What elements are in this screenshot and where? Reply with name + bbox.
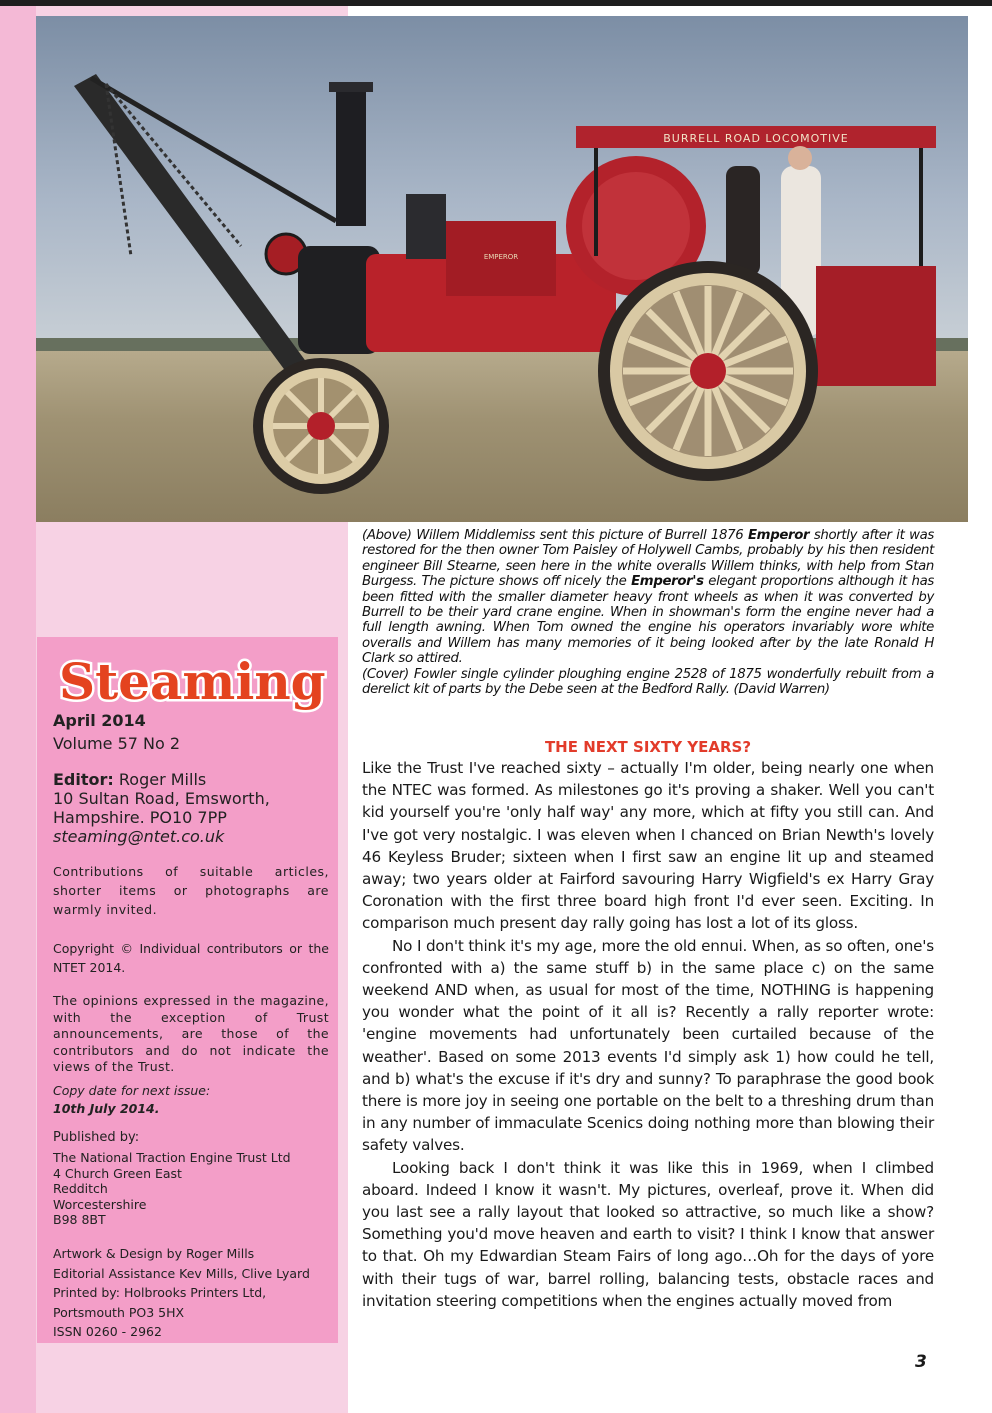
cover-caption: (Cover) Fowler single cylinder ploughing engine 2528 of 1875 wonderfully rebuilt from a derelict kit of parts by the Debe seen at the Bedford Rally. (David Warren) — [362, 666, 934, 698]
credits-block — [53, 1244, 329, 1342]
cover-photo-burrell-engine — [36, 16, 968, 522]
publisher-line: Redditch — [53, 1181, 108, 1196]
publisher-line: B98 8BT — [53, 1212, 106, 1227]
copy-date-label: Copy date for next issue: — [53, 1083, 211, 1098]
issue-date: April 2014 — [53, 711, 146, 730]
credit-line: Artwork & Design by Roger Mills — [53, 1246, 255, 1261]
contributions-note: Contributions of suitable articles, shorter items or photographs are warmly invited. — [53, 864, 329, 917]
publisher-address — [53, 1150, 329, 1228]
opinions-note: The opinions expressed in the magazine, with the exception of Trust announcements, are those of the contributors and do not indicate the views of the Trust. — [53, 993, 329, 1074]
copy-date: 10th July 2014. — [53, 1101, 160, 1116]
article-paragraph: Like the Trust I've reached sixty – actually I'm older, being nearly one when the NTEC was formed. As milestones go it's proving a shaker. Well you can't kid yourself you're 'only half way' any more, which at fifty you still can. And I've got very nostalgic. I was eleven when I chanced on Brian Newth's lovely 46 Keyless Bruder; sixteen when I first saw an engine lit up and steamed away; two years older at Fairford savouring Harry Wigfield's ex Harry Gray Coronation with the first three board high front I'd ever seen. Exciting. In comparison much present day rally going has lost a lot of its gloss. — [362, 759, 934, 933]
publisher-line: Worcestershire — [53, 1196, 147, 1212]
editor-label: Editor: — [53, 770, 114, 789]
nameplate-text: EMPEROR — [483, 253, 519, 261]
steaming-logo — [51, 647, 326, 713]
tender — [816, 266, 936, 386]
editor-email: steaming@ntet.co.uk — [53, 827, 225, 846]
article-headline: THE NEXT SIXTY YEARS? — [544, 738, 752, 756]
caption-text: (Above) Willem Middlemiss sent this picture of Burrell 1876 — [362, 528, 748, 543]
caption-text: elegant proportions although it has been fitted with the smaller diameter heavy front wheels as when it was converted by Burrell to be their yard crane engine. When in showman's form the engine never had a full length awning. When Tom owned the engine his operators invariably wore white overalls and Willem has many memories of it being looked after by the late Ronald H Clark so attired. — [362, 574, 934, 667]
publisher-line: The National Traction Engine Trust Ltd — [53, 1150, 291, 1165]
editor-address-line2: Hampshire. PO10 7PP — [53, 808, 227, 827]
article-paragraph: Looking back I don't think it was like this in 1969, when I climbed aboard. Indeed I know it wasn't. My pictures, overleaf, prove it. When did you last see a rally layout that looked so attractive, so much like a show? Something you'd move heaven and earth to visit? I think I know that answer to that. Oh my Edwardian Steam Fairs of long ago…Oh for the days of yore with their tugs of war, barrel rolling, balancing tests, obstacle races and invitation steering competitions when the engines actually moved from — [362, 1158, 934, 1310]
front-wheel — [253, 358, 389, 494]
credit-line: ISSN 0260 - 2962 — [53, 1324, 162, 1339]
editor-address-line1: 10 Sultan Road, Emsworth, — [53, 789, 270, 808]
editor-block — [53, 770, 329, 846]
article-paragraph: No I don't think it's my age, more the old ennui. When, as so often, one's confronted with a) the same stuff b) in the same place c) on the same weekend AND when, as usual for most of the time, NOTHING is happening you wonder what the point of it all is? Recently a rally reporter wrote: 'engine movements had unfortunately been curtailed because of the weather'. Based on some 2013 events I'd simply ask 1) how could he tell, and b) what's the excuse if it's dry and sunny? To paraphrase the good book there is more joy in seeing one portable on the belt to a threshing drum than in any number of immaculate Scenics doing nothing more than blowing their safety valves. — [362, 936, 934, 1155]
credit-line: Editorial Assistance Kev Mills, Clive Lyard — [53, 1265, 310, 1281]
engine-name: Emperor's — [631, 574, 704, 590]
engine-name: Emperor — [747, 528, 810, 543]
copyright-note: Copyright © Individual contributors or the NTET 2014. — [53, 941, 329, 975]
caption-paragraph — [362, 528, 934, 667]
rear-wheel — [598, 261, 818, 481]
left-edge-band — [0, 6, 36, 1413]
caption-text: shortly after it was restored for the then owner Tom Paisley of Holywell Cambs, probably by his then resident engineer Bill Stearne, seen here in the white overalls Willem thinks, with help from Stan Burgess. The picture shows off nicely the — [362, 528, 934, 590]
editor-name: Roger Mills — [118, 770, 207, 789]
masthead-panel — [37, 637, 338, 1343]
credit-line: Portsmouth PO3 5HX — [53, 1304, 185, 1320]
publisher-line: 4 Church Green East — [53, 1165, 182, 1181]
svg-text:Steaming: Steaming — [59, 652, 326, 711]
published-label: Published by: — [53, 1130, 140, 1145]
canopy-lettering: BURRELL ROAD LOCOMOTIVE — [663, 132, 849, 145]
article-body — [362, 757, 934, 1312]
page-number: 3 — [915, 1352, 927, 1372]
volume-number: Volume 57 No 2 — [53, 734, 181, 753]
photo-caption — [362, 528, 934, 697]
credit-line: Printed by: Holbrooks Printers Ltd, — [53, 1285, 267, 1300]
